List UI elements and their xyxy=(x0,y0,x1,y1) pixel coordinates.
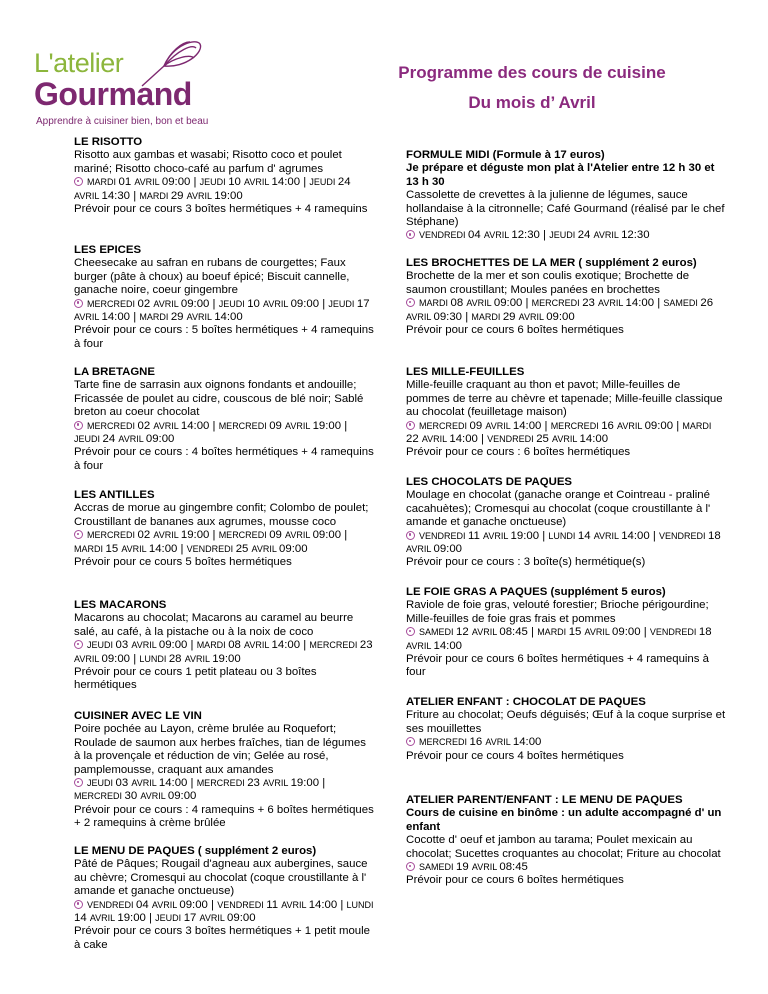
session-date: MARDI 22 AVRIL 14:00 xyxy=(406,420,712,446)
calendar-bullet-icon xyxy=(406,298,415,307)
course-brochettes-de-la-mer xyxy=(406,257,726,337)
session-date: JEUDI 24 AVRIL 14:30 xyxy=(74,176,351,202)
session-date: MERCREDI 30 AVRIL 09:00 xyxy=(74,790,197,803)
course-dates: MERCREDI 02 AVRIL 14:00 | MERCREDI 09 AVRIL 19:00 | JEUDI 24 AVRIL 09:00 xyxy=(74,419,348,446)
calendar-bullet-icon xyxy=(74,530,83,539)
course-note: Prévoir pour ce cours 5 boîtes hermétiques xyxy=(74,556,292,569)
course-note: Prévoir pour ce cours 6 boîtes hermétiques xyxy=(406,874,624,887)
course-formule-midi xyxy=(406,149,726,243)
session-date: MERCREDI 02 AVRIL 19:00 xyxy=(87,529,210,542)
page-title xyxy=(340,58,724,118)
logo-line-1: L'atelier xyxy=(34,48,124,78)
course-description: Cheesecake au safran en rubans de courgettes; Faux burger (pâte à choux) au boeuf épicé; Biscuit cannelle, ganache noire, coeur gingembre xyxy=(74,257,350,297)
course-dates: JEUDI 03 AVRIL 09:00 | MARDI 08 AVRIL 14:00 | MERCREDI 23 AVRIL 09:00 | LUNDI 28 AVRIL 19:00 xyxy=(74,639,373,665)
course-menu-de-paques xyxy=(74,845,374,952)
session-date: SAMEDI 12 AVRIL 08:45 xyxy=(419,626,528,639)
course-dates: VENDREDI 11 AVRIL 19:00 | LUNDI 14 AVRIL 14:00 | VENDREDI 18 AVRIL 09:00 xyxy=(406,529,721,556)
session-date: MERCREDI 16 AVRIL 14:00 xyxy=(419,736,542,749)
calendar-bullet-icon xyxy=(406,230,415,239)
logo-line-2: Gourmand xyxy=(34,76,192,112)
session-date: JEUDI 10 AVRIL 09:00 xyxy=(218,297,320,310)
calendar-bullet-icon xyxy=(74,640,83,649)
session-date: MERCREDI 09 AVRIL 19:00 xyxy=(218,419,342,432)
course-note: Prévoir pour ce cours 1 petit plateau ou 3 boîtes hermétiques xyxy=(74,666,317,692)
session-date: MERCREDI 16 AVRIL 09:00 xyxy=(550,419,674,432)
session-date: LUNDI 28 AVRIL 19:00 xyxy=(139,652,241,665)
course-name: LA BRETAGNE xyxy=(74,366,155,378)
course-note: Prévoir pour ce cours : 4 boîtes hermétiques + 4 ramequins à four xyxy=(74,446,374,472)
session-date: SAMEDI 26 AVRIL 09:30 xyxy=(406,297,714,323)
course-subtitle: Cours de cuisine en binôme : un adulte accompagné d' un enfant xyxy=(406,807,722,833)
title-line-2: Du mois d’ Avril xyxy=(468,93,596,112)
calendar-bullet-icon xyxy=(406,531,415,540)
course-chocolats-de-paques xyxy=(406,476,726,570)
course-note: Prévoir pour ce cours 3 boîtes hermétiques + 4 ramequins xyxy=(74,203,368,216)
calendar-bullet-icon xyxy=(406,627,415,636)
calendar-bullet-icon xyxy=(74,900,83,909)
course-name: LE FOIE GRAS A PAQUES (supplément 5 euros) xyxy=(406,586,666,598)
session-date: LUNDI 14 AVRIL 14:00 xyxy=(548,529,650,542)
course-description: Macarons au chocolat; Macarons au caramel au beurre salé, au café, à la pistache ou à la noix de coco xyxy=(74,612,354,638)
session-date: VENDREDI 11 AVRIL 14:00 xyxy=(217,898,338,911)
session-date: MARDI 29 AVRIL 09:00 xyxy=(471,310,575,323)
course-note: Prévoir pour ce cours : 5 boîtes hermétiques + 4 ramequins à four xyxy=(74,324,374,350)
atelier-gourmand-logo xyxy=(34,36,209,132)
calendar-bullet-icon xyxy=(406,862,415,871)
course-dates: JEUDI 03 AVRIL 14:00 | MERCREDI 23 AVRIL 19:00 | MERCREDI 30 AVRIL 09:00 xyxy=(74,777,326,803)
course-name: CUISINER AVEC LE VIN xyxy=(74,710,202,722)
course-note: Prévoir pour ce cours : 4 ramequins + 6 boîtes hermétiques + 2 ramequins à crème brûlée xyxy=(74,803,374,830)
course-atelier-enfant xyxy=(406,696,726,763)
title-line-1: Programme des cours de cuisine xyxy=(398,63,666,82)
course-description: Brochette de la mer et son coulis exotique; Brochette de saumon croustillant; Moules panées en brochettes xyxy=(406,270,690,296)
course-dates: MERCREDI 09 AVRIL 14:00 | MERCREDI 16 AVRIL 09:00 | MARDI 22 AVRIL 14:00 | VENDREDI 25 AVRIL 14:00 xyxy=(406,419,712,446)
course-description: Risotto aux gambas et wasabi; Risotto coco et poulet mariné; Risotto choco-café au parfum d' agrumes xyxy=(74,149,342,175)
course-dates: MERCREDI 02 AVRIL 19:00 | MERCREDI 09 AVRIL 09:00 | MARDI 15 AVRIL 14:00 | VENDREDI 25 AVRIL 09:00 xyxy=(74,529,348,555)
calendar-bullet-icon xyxy=(74,177,83,186)
course-dates xyxy=(406,736,726,749)
session-date: MERCREDI 02 AVRIL 09:00 xyxy=(87,297,210,310)
course-description: Pâté de Pâques; Rougail d'agneau aux aubergines, sauce au chèvre; Cromesqui au chocolat (coque croustillante à l' amande et ganache onctueuse) xyxy=(74,858,368,898)
course-description: Mille-feuille craquant au thon et pavot; Mille-feuilles de pommes de terre au chèvre et tapenade; Mille-feuille classique au chocolat (feuilletage maison) xyxy=(406,379,723,419)
session-date: VENDREDI 04 AVRIL 09:00 xyxy=(87,898,208,911)
course-name: LES MACARONS xyxy=(74,599,167,611)
course-mille-feuilles xyxy=(406,366,726,460)
session-date: VENDREDI 11 AVRIL 19:00 xyxy=(419,529,540,542)
session-date: MERCREDI 23 AVRIL 09:00 xyxy=(74,639,373,665)
course-note: Prévoir pour ce cours 3 boîtes hermétiques + 1 petit moule à cake xyxy=(74,925,370,951)
course-name: LES ANTILLES xyxy=(74,489,155,501)
course-subtitle: Je prépare et déguste mon plat à l'Atelier entre 12 h 30 et 13 h 30 xyxy=(406,162,715,188)
course-description: Cocotte d' oeuf et jambon au tarama; Poulet mexicain au chocolat; Sucettes croquantes au chocolat; Friture au chocolat xyxy=(406,834,721,860)
session-date: JEUDI 24 AVRIL 09:00 xyxy=(74,433,175,446)
session-date: MERCREDI 09 AVRIL 09:00 xyxy=(218,529,342,542)
course-antilles xyxy=(74,489,374,569)
session-date: JEUDI 17 AVRIL 09:00 xyxy=(155,912,256,925)
session-date: LUNDI 14 AVRIL 19:00 xyxy=(74,899,374,925)
course-name: ATELIER PARENT/ENFANT : LE MENU DE PAQUES xyxy=(406,794,683,806)
session-date: JEUDI 10 AVRIL 14:00 xyxy=(199,176,301,189)
session-date: MERCREDI 23 AVRIL 19:00 xyxy=(196,777,320,790)
session-date: MARDI 29 AVRIL 14:00 xyxy=(139,311,243,324)
session-date: JEUDI 17 AVRIL 14:00 xyxy=(74,297,370,324)
course-epices xyxy=(74,244,374,351)
course-description: Cassolette de crevettes à la julienne de légumes, sauce hollandaise à la citronnelle; Café Gourmand (réalisé par le chef Stéphane) xyxy=(406,189,725,229)
logo-tagline: Apprendre à cuisiner bien, bon et beau xyxy=(36,116,209,127)
course-macarons xyxy=(74,599,374,693)
session-date: VENDREDI 25 AVRIL 09:00 xyxy=(186,542,308,555)
course-name: LES MILLE-FEUILLES xyxy=(406,366,525,378)
course-note: Prévoir pour ce cours 4 boîtes hermétiques xyxy=(406,749,624,762)
session-date: MARDI 15 AVRIL 09:00 xyxy=(537,626,641,639)
course-foie-gras-a-paques xyxy=(406,586,726,680)
course-name: LES CHOCOLATS DE PAQUES xyxy=(406,476,573,488)
course-name: LE MENU DE PAQUES ( supplément 2 euros) xyxy=(74,845,317,857)
session-date: JEUDI 24 AVRIL 12:30 xyxy=(549,229,650,242)
session-date: VENDREDI 18 AVRIL 09:00 xyxy=(406,529,721,556)
course-note: Prévoir pour ce cours 6 boîtes hermétiques xyxy=(406,324,624,337)
course-description: Tarte fine de sarrasin aux oignons fondants et andouille; Fricassée de poulet au cidre, couscous de blé noir; Sablé breton au coeur chocolat xyxy=(74,379,364,419)
session-date: MARDI 29 AVRIL 19:00 xyxy=(139,189,243,202)
course-dates: MARDI 01 AVRIL 09:00 | JEUDI 10 AVRIL 14:00 | JEUDI 24 AVRIL 14:30 | MARDI 29 AVRIL 19:00 xyxy=(74,176,351,202)
calendar-bullet-icon xyxy=(406,737,415,746)
course-name: ATELIER ENFANT : CHOCOLAT DE PAQUES xyxy=(406,696,646,708)
course-name: FORMULE MIDI (Formule à 17 euros) xyxy=(406,149,605,161)
session-date: VENDREDI 25 AVRIL 14:00 xyxy=(487,433,609,446)
calendar-bullet-icon xyxy=(74,778,83,787)
course-dates: VENDREDI 04 AVRIL 12:30 | JEUDI 24 AVRIL 12:30 xyxy=(406,229,726,242)
course-name: LES BROCHETTES DE LA MER ( supplément 2 euros) xyxy=(406,257,697,269)
session-date: MARDI 15 AVRIL 14:00 xyxy=(74,542,178,555)
session-date: SAMEDI 19 AVRIL 08:45 xyxy=(419,861,528,874)
course-description: Raviole de foie gras, velouté forestier; Brioche périgourdine; Mille-feuilles de foie gras frais et pommes xyxy=(406,599,709,625)
course-dates: MERCREDI 02 AVRIL 09:00 | JEUDI 10 AVRIL 09:00 | JEUDI 17 AVRIL 14:00 | MARDI 29 AVRIL 14:00 xyxy=(74,297,370,324)
course-dates xyxy=(406,861,726,874)
course-description: Moulage en chocolat (ganache orange et Cointreau - praliné cacahuètes); Cromesqui au chocolat (coque croustillante à l' amande et ganache onctueuse) xyxy=(406,489,711,529)
course-description: Friture au chocolat; Oeufs déguisés; Œuf à la coque surprise et ses mouillettes xyxy=(406,709,726,735)
session-date: VENDREDI 04 AVRIL 12:30 xyxy=(419,229,540,242)
course-note: Prévoir pour ce cours : 6 boîtes hermétiques xyxy=(406,446,631,459)
calendar-bullet-icon xyxy=(74,421,83,430)
session-date: MARDI 01 AVRIL 09:00 xyxy=(87,176,191,189)
session-date: MERCREDI 23 AVRIL 14:00 xyxy=(531,297,655,310)
course-note: Prévoir pour ce cours : 3 boîte(s) hermétique(s) xyxy=(406,556,646,569)
course-note: Prévoir pour ce cours 6 boîtes hermétiques + 4 ramequins à four xyxy=(406,653,709,679)
session-date: MARDI 08 AVRIL 14:00 xyxy=(196,639,301,652)
course-bretagne xyxy=(74,366,374,473)
course-dates: MARDI 08 AVRIL 09:00 | MERCREDI 23 AVRIL 14:00 | SAMEDI 26 AVRIL 09:30 | MARDI 29 AVRIL 09:00 xyxy=(406,297,714,323)
session-date: MARDI 08 AVRIL 09:00 xyxy=(419,297,523,310)
calendar-bullet-icon xyxy=(406,421,415,430)
whisk-icon xyxy=(134,36,204,91)
session-date: MERCREDI 02 AVRIL 14:00 xyxy=(87,419,210,432)
course-description: Accras de morue au gingembre confit; Colombo de poulet; Croustillant de bananes aux agrumes, mousse coco xyxy=(74,502,369,528)
session-date: MERCREDI 09 AVRIL 14:00 xyxy=(419,419,542,432)
course-risotto xyxy=(74,136,374,216)
course-name: LE RISOTTO xyxy=(74,136,143,148)
course-atelier-parent-enfant xyxy=(406,794,726,888)
course-cuisiner-avec-le-vin xyxy=(74,710,374,831)
session-date: VENDREDI 18 AVRIL 14:00 xyxy=(406,626,712,652)
calendar-bullet-icon xyxy=(74,299,83,308)
course-dates: SAMEDI 12 AVRIL 08:45 | MARDI 15 AVRIL 09:00 | VENDREDI 18 AVRIL 14:00 xyxy=(406,626,712,652)
course-description: Poire pochée au Layon, crème brulée au Roquefort; Roulade de saumon aux herbes fraîches, tian de légumes à la provençale et réduction de vin; Gelée au rosé, pamplemousse, craquant aux amandes xyxy=(74,723,366,776)
course-dates: VENDREDI 04 AVRIL 09:00 | VENDREDI 11 AVRIL 14:00 | LUNDI 14 AVRIL 19:00 | JEUDI 17 AVRIL 09:00 xyxy=(74,898,374,925)
course-name: LES EPICES xyxy=(74,244,142,256)
session-date: JEUDI 03 AVRIL 14:00 xyxy=(87,777,188,790)
session-date: JEUDI 03 AVRIL 09:00 xyxy=(87,639,188,652)
